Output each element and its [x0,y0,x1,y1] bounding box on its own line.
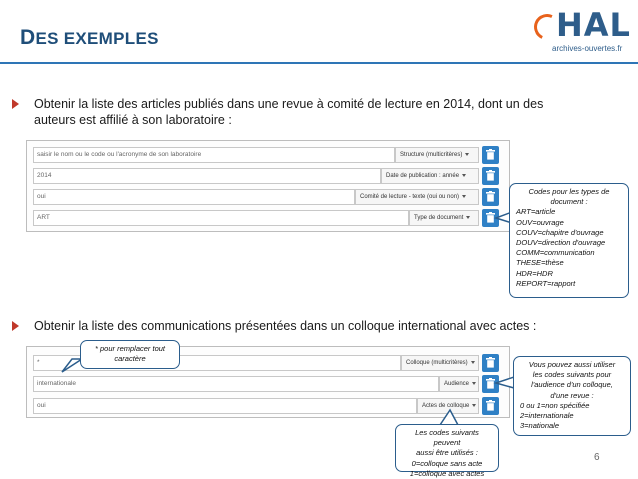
bullet-arrow-icon [12,321,19,331]
query-input[interactable]: * [33,355,401,371]
example1-text [34,96,594,128]
callout-code-line: COMM=communication [516,248,595,258]
field-select[interactable] [395,147,479,163]
callout-code-line: ART=article [516,207,556,217]
audience-intro-line: l'audience d'un colloque, [531,380,613,390]
field-select-label: Type de document [414,215,464,221]
search-row [33,376,503,392]
doc-type-codes-callout [509,183,629,298]
hal-logo [532,6,632,56]
actes-line: 0=colloque sans acte [411,458,483,468]
query-input[interactable]: internationale [33,376,439,392]
field-select[interactable] [439,376,479,392]
trash-icon [486,400,495,411]
search-row [33,210,503,226]
audience-intro-line: les codes suivants pour [532,370,612,380]
field-select[interactable] [355,189,479,205]
page-title [20,26,159,50]
chevron-down-icon [471,361,475,364]
trash-icon [486,170,495,181]
audience-code-line: 0 ou 1=non spécifiée [520,400,590,410]
callout-code-line: OUV=ouvrage [516,217,564,227]
audience-intro-line: d'une revue : [550,390,594,400]
callout-title-line2: document : [550,197,588,207]
chevron-down-icon [472,382,476,385]
field-select[interactable] [401,355,479,371]
trash-icon [486,149,495,160]
field-select-label: Date de publication : année [386,173,460,179]
actes-line: 1=colloque avec actes [409,468,485,478]
field-select-label: Audience [444,381,470,387]
callout-pointer [62,359,82,373]
example1-line1: Obtenir la liste des articles publiés dans une revue à comité de lecture en 2014, dont un des [34,97,544,111]
logo-subtitle: archives-ouvertes.fr [552,44,623,53]
chevron-down-icon [466,216,470,219]
audience-codes-callout [513,356,631,436]
audience-intro-line: Vous pouvez aussi utiliser [528,360,616,369]
example1-search-form [26,140,510,232]
actes-codes-callout [395,424,499,478]
field-select-label: Comité de lecture - texte (oui ou non) [360,194,460,200]
actes-line: aussi être utilisés : [416,448,478,458]
callout-code-line: DOUV=direction d'ouvrage [516,238,606,248]
callout-code-line: COUV=chapitre d'ouvrage [516,227,604,237]
query-input[interactable]: oui [33,189,355,205]
search-row [33,398,503,414]
wildcard-callout [80,340,180,369]
field-select-label: Colloque (multicritères) [406,360,468,366]
title-first-letter: D [20,26,36,49]
example1-line2: auteurs est affilié à son laboratoire : [34,113,232,127]
bullet-arrow-icon [12,99,19,109]
callout-code-line: THESE=thèse [516,258,564,268]
trash-icon [486,212,495,223]
search-row [33,168,503,184]
chevron-down-icon [472,404,476,407]
title-rest: ES EXEMPLES [35,29,159,48]
chevron-down-icon [462,195,466,198]
audience-code-line: 2=internationale [520,411,574,421]
callout-title-line1: Codes pour les types de [528,187,610,196]
actes-line: Les codes suivants peuvent [415,428,479,448]
search-row [33,147,503,163]
query-input[interactable]: saisir le nom ou le code ou l'acronyme de son laboratoire [33,147,395,163]
logo-word: HAL [556,6,631,44]
trash-icon [486,357,495,368]
delete-button[interactable] [482,188,499,206]
field-select[interactable] [409,210,479,226]
search-row [33,189,503,205]
trash-icon [486,378,495,389]
delete-button[interactable] [482,146,499,164]
field-select-label: Structure (multicritères) [400,152,463,158]
chevron-down-icon [465,153,469,156]
field-select[interactable] [381,168,479,184]
delete-button[interactable] [482,397,499,415]
wildcard-line1: * pour remplacer tout [94,344,166,353]
title-divider [0,62,638,64]
wildcard-line2: caractère [114,354,146,364]
callout-code-line: HDR=HDR [516,268,553,278]
trash-icon [486,191,495,202]
field-select-label: Actes de colloque [422,403,470,409]
example2-text: Obtenir la liste des communications présentées dans un colloque international avec actes : [34,319,537,333]
chevron-down-icon [462,174,466,177]
delete-button[interactable] [482,167,499,185]
query-input[interactable]: 2014 [33,168,381,184]
page-number: 6 [594,452,600,463]
callout-code-line: REPORT=rapport [516,278,576,288]
query-input[interactable]: oui [33,398,417,414]
query-input[interactable]: ART [33,210,409,226]
audience-code-line: 3=nationale [520,421,559,431]
delete-button[interactable] [482,354,499,372]
